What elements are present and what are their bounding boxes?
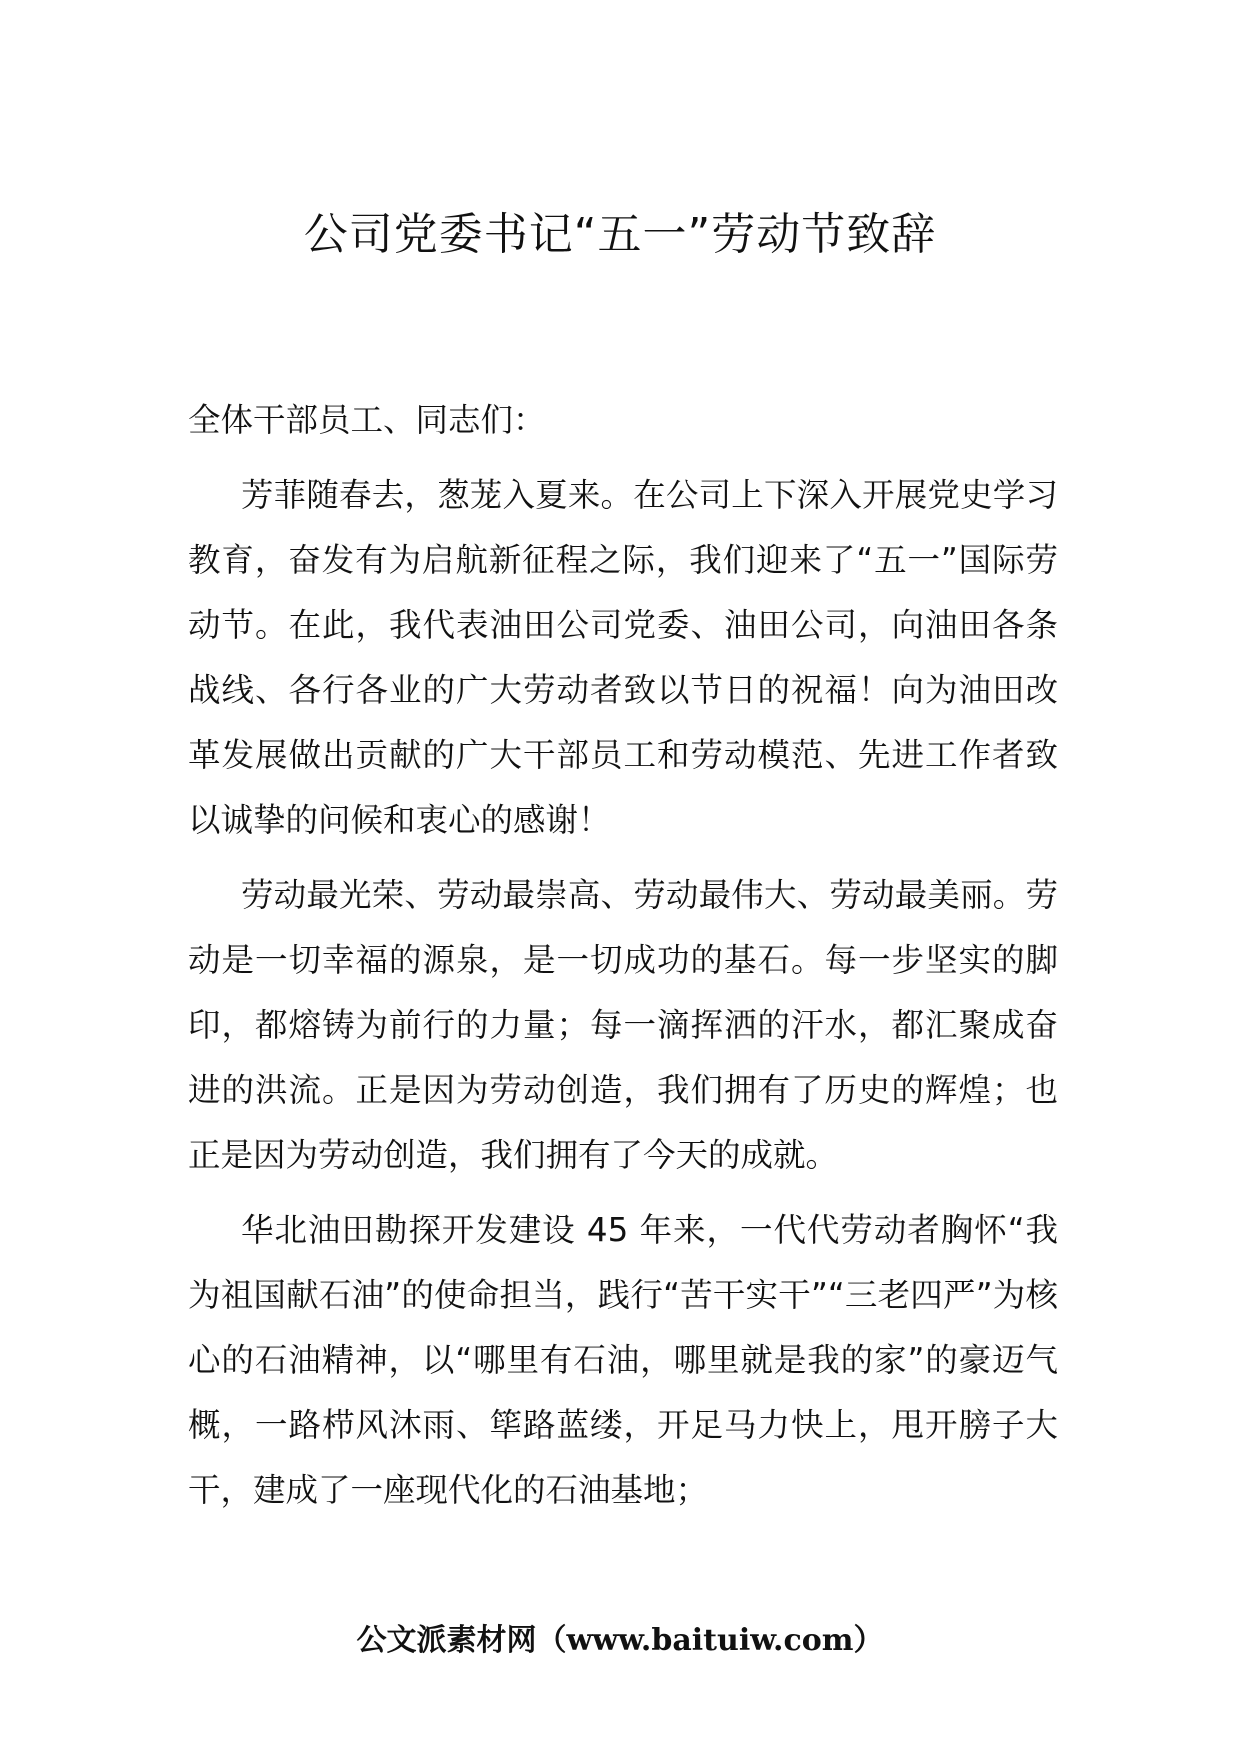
paragraph-2: 劳动最光荣、劳动最崇高、劳动最伟大、劳动最美丽。劳动是一切幸福的源泉，是一切成功的基石。每一步坚实的脚印，都熔铸为前行的力量；每一滴挥洒的汗水，都汇聚成奋进的洪流。正是因为劳动创造，我们拥有了历史的辉煌；也正是因为劳动创造，我们拥有了今天的成就。 [188,876,1058,1174]
paragraph-1: 芳菲随春去，葱茏入夏来。在公司上下深入开展党史学习教育，奋发有为启航新征程之际，我们迎来了“五一”国际劳动节。在此，我代表油田公司党委、油田公司，向油田各条战线、各行各业的广大劳动者致以节日的祝福！向为油田改革发展做出贡献的广大干部员工和劳动模范、先进工作者致以诚挚的问候和衷心的感谢！ [188,476,1058,839]
salutation: 全体干部员工、同志们： [188,401,546,439]
footer-source: 公文派素材网（www.baituiw.com） [356,1623,884,1658]
paragraph-3: 华北油田勘探开发建设 45 年来，一代代劳动者胸怀“我为祖国献石油”的使命担当，践行“苦干实干”“三老四严”为核心的石油精神，以“哪里有石油，哪里就是我的家”的豪迈气概，一路栉风沐雨、筚路蓝缕，开足马力快上，甩开膀子大干，建成了一座现代化的石油基地； [188,1211,1058,1509]
document-body [188,388,1058,1523]
document-title: 公司党委书记“五一”劳动节致辞 [303,209,937,260]
